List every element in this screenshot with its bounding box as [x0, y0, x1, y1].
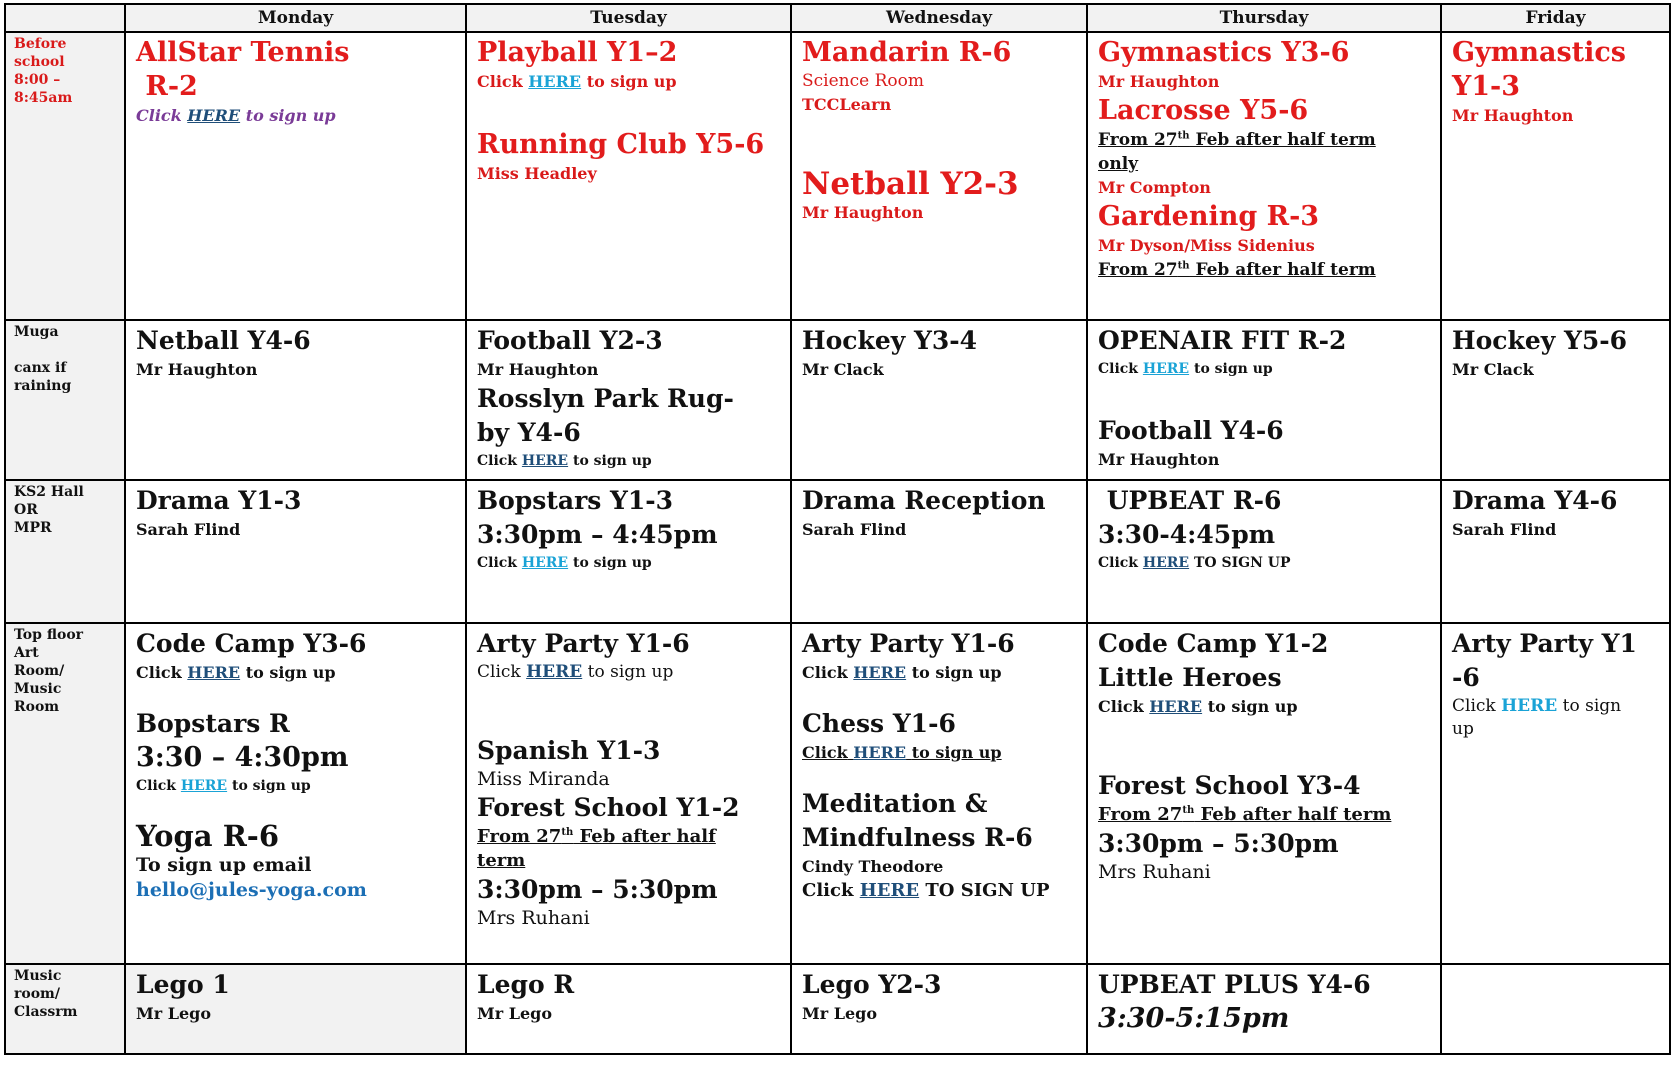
signup-link[interactable]: HERE — [187, 663, 241, 682]
teacher-name: Mr Lego — [477, 1004, 552, 1023]
teacher-name: Mr Dyson/Miss Sidenius — [1098, 236, 1315, 255]
teacher-name: Mr Haughton — [477, 360, 599, 379]
club-title: Rosslyn Park Rug- — [477, 384, 734, 413]
club-title: Yoga R-6 — [136, 819, 280, 853]
click-text: Click — [802, 663, 848, 682]
signup-text: to sign up — [911, 743, 1002, 762]
club-title: Hockey Y5-6 — [1452, 326, 1627, 355]
row-muga — [5, 320, 1670, 480]
club-title: Chess Y1-6 — [802, 709, 956, 738]
row-music-room — [5, 964, 1670, 1054]
time-range: 3:30pm – 5:30pm — [1098, 829, 1339, 858]
only-note: only — [1098, 154, 1139, 174]
cell-thu-before — [1087, 32, 1441, 320]
club-title: Arty Party Y1 — [1452, 629, 1637, 658]
club-timetable — [4, 3, 1671, 1055]
signup-text: to sign up — [1193, 361, 1273, 377]
teacher-name: Mr Lego — [136, 1004, 211, 1023]
teacher-name: Miss Headley — [477, 164, 597, 183]
teacher-name: Mr Haughton — [136, 360, 258, 379]
club-title: by Y4-6 — [477, 418, 581, 447]
club-title: Football Y4-6 — [1098, 416, 1284, 445]
club-title: Arty Party Y1-6 — [477, 629, 690, 658]
cell-wed-before — [791, 32, 1087, 320]
cell-mon-topfloor — [125, 623, 466, 964]
club-title: Meditation & — [802, 789, 988, 818]
teacher-name: Mr Clack — [1452, 360, 1534, 379]
cell-thu-topfloor — [1087, 623, 1441, 964]
teacher-name: Mr Clack — [802, 360, 884, 379]
club-title: Drama Y1-3 — [136, 486, 302, 515]
cell-tue-music — [466, 964, 791, 1054]
club-title: Drama Y4-6 — [1452, 486, 1618, 515]
click-text: Click — [136, 663, 182, 682]
signup-text: to sign up — [572, 453, 652, 469]
club-title: Lacrosse Y5-6 — [1098, 95, 1309, 126]
cell-fri-topfloor — [1441, 623, 1670, 964]
club-title: Netball Y4-6 — [136, 326, 311, 355]
click-text: Click — [477, 453, 518, 469]
day-header-monday: Monday — [125, 4, 466, 32]
signup-text: to sign up — [245, 663, 336, 682]
club-title: Forest School Y3-4 — [1098, 771, 1361, 800]
date-suffix: th — [1182, 805, 1195, 816]
signup-link[interactable]: HERE — [1149, 697, 1203, 716]
email-note: To sign up email — [136, 854, 312, 876]
cell-tue-before — [466, 32, 791, 320]
signup-line — [136, 661, 457, 685]
signup-line — [1098, 552, 1432, 574]
club-title: -6 — [1452, 663, 1480, 692]
date-text: From 27 — [1098, 130, 1178, 150]
click-text: Click — [477, 662, 521, 682]
time-range: 3:30-4:45pm — [1098, 520, 1276, 549]
teacher-name: Mr Compton — [1098, 178, 1211, 197]
signup-line — [802, 879, 1078, 903]
cell-mon-muga — [125, 320, 466, 480]
signup-line — [477, 70, 782, 94]
signup-text: to sign up — [911, 663, 1002, 682]
room-name: Science Room — [802, 71, 924, 91]
cell-wed-music — [791, 964, 1087, 1054]
click-text: Click — [1452, 696, 1496, 716]
signup-text: TO SIGN UP — [925, 880, 1050, 901]
club-title: Bopstars Y1-3 — [477, 486, 674, 515]
click-text: Click — [1098, 361, 1139, 377]
signup-line — [136, 775, 457, 797]
click-text: Click — [802, 880, 854, 901]
teacher-name: Sarah Flind — [136, 520, 241, 539]
signup-text: to sign up — [572, 555, 652, 571]
slot-label-before-school: Before school 8:00 – 8:45am — [5, 32, 125, 320]
club-title: OPENAIR FIT R-2 — [1098, 326, 1347, 355]
club-title: Gardening R-3 — [1098, 201, 1320, 232]
signup-link[interactable]: HERE — [1501, 696, 1558, 716]
signup-link[interactable]: HERE — [853, 663, 907, 682]
day-header-wednesday: Wednesday — [791, 4, 1087, 32]
signup-text: up — [1452, 719, 1474, 739]
slot-label-music-room: Music room/ Classrm — [5, 964, 125, 1054]
row-before-school — [5, 32, 1670, 320]
teacher-name: Mrs Ruhani — [1098, 861, 1211, 883]
signup-line — [1098, 358, 1432, 380]
signup-line — [136, 104, 457, 128]
slot-label-ks2-hall: KS2 Hall OR MPR — [5, 480, 125, 623]
teacher-name: Mrs Ruhani — [477, 907, 590, 929]
signup-link[interactable]: HERE — [187, 106, 241, 125]
club-title: UPBEAT PLUS Y4-6 — [1098, 970, 1371, 999]
click-text: Click — [802, 743, 848, 762]
header-row — [5, 4, 1670, 32]
cell-tue-muga — [466, 320, 791, 480]
cell-mon-ks2 — [125, 480, 466, 623]
signup-link[interactable]: HERE — [859, 880, 920, 901]
signup-link[interactable]: HERE — [180, 778, 228, 794]
club-title: Football Y2-3 — [477, 326, 663, 355]
club-title: R-2 — [136, 71, 198, 102]
date-text: Feb after half term — [1189, 260, 1376, 280]
club-title: Hockey Y3-4 — [802, 326, 977, 355]
club-title: Mindfulness R-6 — [802, 823, 1033, 852]
signup-line — [477, 661, 782, 684]
club-title: Forest School Y1-2 — [477, 793, 740, 822]
club-title: AllStar Tennis — [136, 37, 350, 68]
club-title: Lego R — [477, 970, 575, 999]
date-suffix: th — [1177, 130, 1190, 142]
cell-tue-topfloor — [466, 623, 791, 964]
signup-link[interactable]: HERE — [521, 453, 569, 469]
teacher-name: Sarah Flind — [1452, 520, 1557, 539]
cell-thu-music — [1087, 964, 1441, 1054]
club-title: Bopstars R — [136, 709, 290, 738]
date-text: From 27 — [1098, 804, 1183, 825]
date-text: From 27 — [477, 826, 562, 847]
cell-fri-before — [1441, 32, 1670, 320]
club-title: Mandarin R-6 — [802, 37, 1012, 68]
cell-fri-ks2 — [1441, 480, 1670, 623]
teacher-name: Mr Haughton — [1098, 72, 1220, 91]
start-date-note — [1098, 803, 1432, 827]
cell-fri-muga — [1441, 320, 1670, 480]
corner-cell — [5, 4, 125, 32]
club-title: Spanish Y1-3 — [477, 736, 661, 765]
signup-text: to sign up — [1207, 697, 1298, 716]
signup-line — [802, 741, 1078, 765]
provider-name: TCCLearn — [802, 95, 892, 114]
club-title: Little Heroes — [1098, 663, 1282, 692]
date-suffix: th — [1177, 260, 1190, 272]
teacher-name: Miss Miranda — [477, 768, 610, 790]
time-range: 3:30pm – 4:45pm — [477, 520, 718, 549]
date-text: From 27 — [1098, 260, 1178, 280]
cell-fri-music — [1441, 964, 1670, 1054]
signup-line — [802, 661, 1078, 685]
cell-mon-music — [125, 964, 466, 1054]
signup-line — [1098, 695, 1432, 719]
cell-tue-ks2 — [466, 480, 791, 623]
date-text: Feb after half term — [1189, 130, 1376, 150]
click-text: Click — [1098, 555, 1139, 571]
teacher-name: Mr Haughton — [802, 203, 924, 222]
signup-link[interactable]: HERE — [853, 743, 907, 762]
cell-wed-topfloor — [791, 623, 1087, 964]
time-range: 3:30 – 4:30pm — [136, 742, 349, 773]
signup-text: to sign up — [231, 778, 311, 794]
club-title: Gymnastics — [1452, 37, 1627, 68]
cell-thu-muga — [1087, 320, 1441, 480]
cell-wed-ks2 — [791, 480, 1087, 623]
click-text: Click — [136, 778, 177, 794]
club-title: Playball Y1–2 — [477, 37, 678, 68]
row-top-floor — [5, 623, 1670, 964]
club-title: Y1-3 — [1452, 71, 1521, 102]
date-text: Feb after half term — [1194, 804, 1392, 825]
time-range: 3:30-5:15pm — [1098, 1003, 1290, 1034]
day-header-tuesday: Tuesday — [466, 4, 791, 32]
click-text: Click — [136, 106, 182, 125]
day-header-friday: Friday — [1441, 4, 1670, 32]
club-title: Drama Reception — [802, 486, 1046, 515]
day-header-thursday: Thursday — [1087, 4, 1441, 32]
signup-link[interactable]: HERE — [521, 555, 569, 571]
row-ks2-hall — [5, 480, 1670, 623]
signup-line — [1452, 695, 1661, 718]
start-date-note — [477, 825, 782, 849]
slot-label-top-floor: Top floor Art Room/ Music Room — [5, 623, 125, 964]
slot-label-muga: Muga canx if raining — [5, 320, 125, 480]
signup-line — [477, 552, 782, 574]
click-text: Click — [1098, 697, 1144, 716]
club-title: Running Club Y5-6 — [477, 129, 765, 160]
date-text: Feb after half — [573, 826, 716, 847]
signup-link[interactable]: HERE — [1142, 361, 1190, 377]
teacher-name: Mr Lego — [802, 1004, 877, 1023]
teacher-name: Mr Haughton — [1452, 106, 1574, 125]
signup-link[interactable]: HERE — [526, 662, 583, 682]
email-link[interactable]: hello@jules-yoga.com — [136, 879, 367, 901]
cell-thu-ks2 — [1087, 480, 1441, 623]
cell-mon-before — [125, 32, 466, 320]
date-suffix: th — [561, 827, 574, 838]
time-range: 3:30pm – 5:30pm — [477, 875, 718, 904]
signup-link[interactable]: HERE — [528, 72, 582, 91]
term-note: term — [477, 850, 526, 871]
start-date-note — [1098, 258, 1432, 282]
club-title: Code Camp Y1-2 — [1098, 629, 1329, 658]
start-date-note — [1098, 128, 1432, 152]
teacher-name: Sarah Flind — [802, 520, 907, 539]
signup-text: to sign up — [587, 662, 674, 682]
club-title: Lego 1 — [136, 970, 230, 999]
cell-wed-muga — [791, 320, 1087, 480]
teacher-name: Mr Haughton — [1098, 450, 1220, 469]
signup-text: to sign — [1562, 696, 1622, 716]
signup-text: to sign up — [245, 106, 336, 125]
signup-text: TO SIGN UP — [1193, 555, 1291, 571]
signup-text: to sign up — [586, 72, 677, 91]
click-text: Click — [477, 555, 518, 571]
signup-line — [477, 450, 782, 472]
club-title: Gymnastics Y3-6 — [1098, 37, 1350, 68]
club-title: UPBEAT R-6 — [1098, 486, 1282, 515]
teacher-name: Cindy Theodore — [802, 857, 944, 876]
click-text: Click — [477, 72, 523, 91]
club-title: Netball Y2-3 — [802, 166, 1019, 202]
signup-link[interactable]: HERE — [1142, 555, 1190, 571]
club-title: Code Camp Y3-6 — [136, 629, 367, 658]
club-title: Lego Y2-3 — [802, 970, 942, 999]
club-title: Arty Party Y1-6 — [802, 629, 1015, 658]
